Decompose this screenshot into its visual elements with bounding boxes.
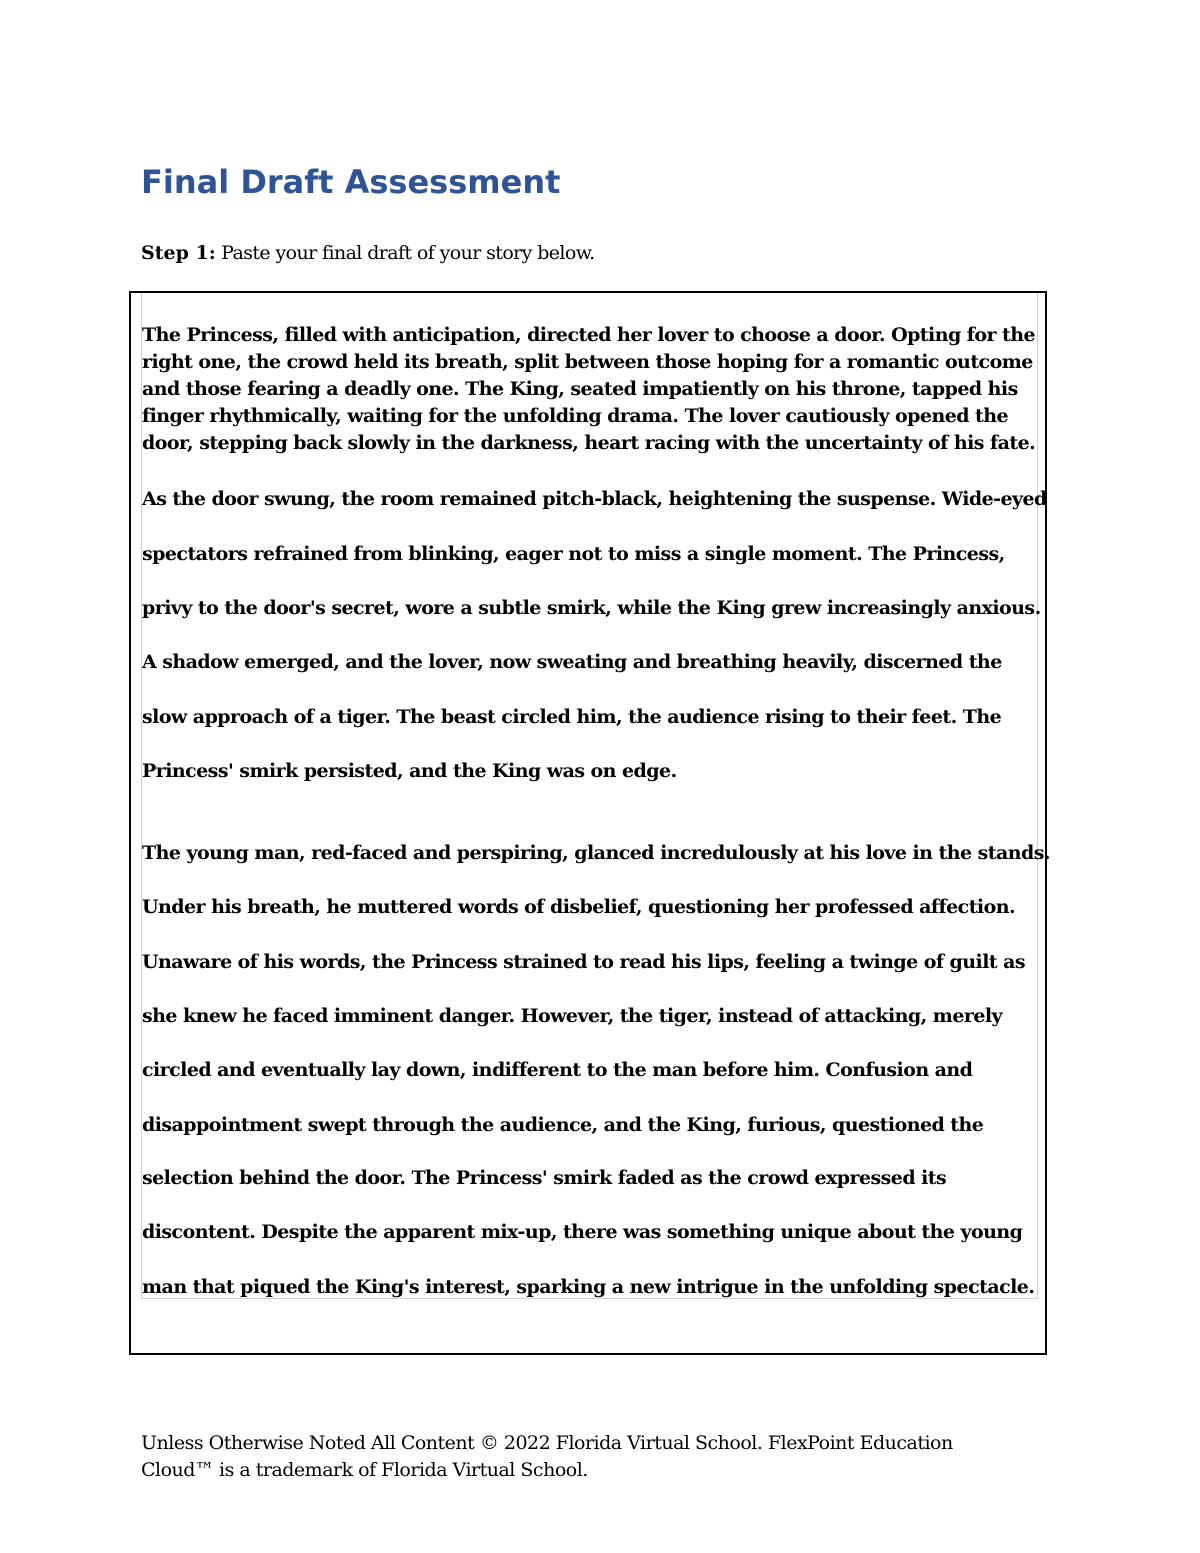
- story-line: and those fearing a deadly one. The King, seated impatiently on his throne, tapped his: [142, 378, 1018, 400]
- story-line: Under his breath, he muttered words of disbelief, questioning her professed affection.: [142, 896, 1016, 918]
- step-instruction: [141, 240, 595, 266]
- copyright-line-2: Cloud™ is a trademark of Florida Virtual School.: [141, 1459, 588, 1481]
- story-line: finger rhythmically, waiting for the unfolding drama. The lover cautiously opened the: [142, 405, 1009, 427]
- copyright-footer: [141, 1430, 953, 1484]
- story-line: A shadow emerged, and the lover, now sweating and breathing heavily, discerned the: [142, 651, 1002, 673]
- story-line: disappointment swept through the audience, and the King, furious, questioned the: [142, 1114, 984, 1136]
- story-line: spectators refrained from blinking, eager not to miss a single moment. The Princess,: [142, 543, 1005, 565]
- page-title: Final Draft Assessment: [141, 163, 561, 201]
- story-line: discontent. Despite the apparent mix-up, there was something unique about the young: [142, 1221, 1023, 1243]
- story-line: slow approach of a tiger. The beast circled him, the audience rising to their feet. The: [142, 706, 1002, 728]
- story-line: privy to the door's secret, wore a subtle smirk, while the King grew increasingly anxious.: [142, 597, 1041, 619]
- story-line: door, stepping back slowly in the darkness, heart racing with the uncertainty of his fate.: [142, 432, 1036, 454]
- story-line: The Princess, filled with anticipation, directed her lover to choose a door. Opting for the: [142, 324, 1036, 346]
- story-line: she knew he faced imminent danger. However, the tiger, instead of attacking, merely: [142, 1005, 1003, 1027]
- copyright-line-1: Unless Otherwise Noted All Content © 2022 Florida Virtual School. FlexPoint Education: [141, 1432, 953, 1454]
- story-line: As the door swung, the room remained pitch-black, heightening the suspense. Wide-eyed: [142, 488, 1047, 510]
- step-label: Step 1:: [141, 242, 216, 264]
- story-line: selection behind the door. The Princess' smirk faded as the crowd expressed its: [142, 1167, 947, 1189]
- story-line: man that piqued the King's interest, sparking a new intrigue in the unfolding spectacle.: [142, 1276, 1035, 1298]
- story-line: Princess' smirk persisted, and the King was on edge.: [142, 760, 677, 782]
- story-line: circled and eventually lay down, indifferent to the man before him. Confusion and: [142, 1059, 973, 1081]
- story-line: The young man, red-faced and perspiring, glanced incredulously at his love in the stands.: [142, 842, 1050, 864]
- step-text: Paste your final draft of your story below.: [215, 242, 595, 264]
- story-line: Unaware of his words, the Princess strained to read his lips, feeling a twinge of guilt as: [142, 951, 1026, 973]
- story-line: right one, the crowd held its breath, split between those hoping for a romantic outcome: [142, 351, 1033, 373]
